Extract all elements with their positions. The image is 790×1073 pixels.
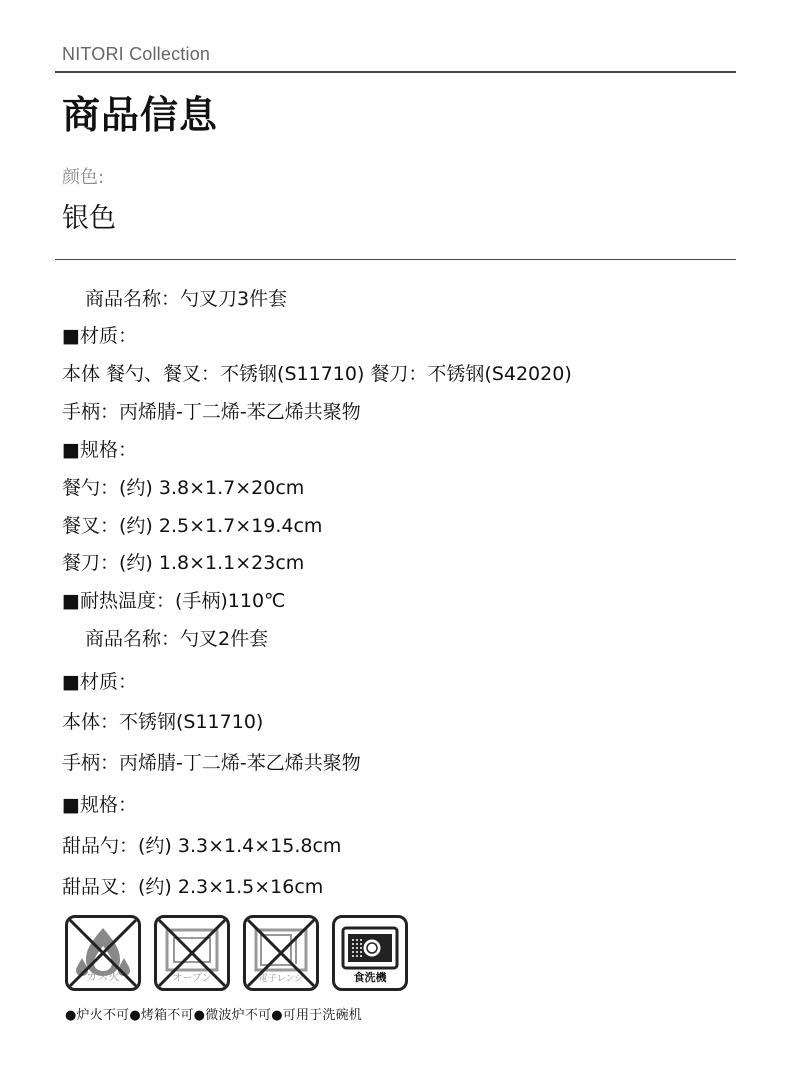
care-icons-caption: ●炉火不可●烤箱不可●微波炉不可●可用于洗碗机	[65, 1008, 362, 1023]
dishwasher-ok-icon	[332, 915, 408, 991]
size-heading-2: ■规格：	[62, 794, 137, 816]
material-heading: ■材质：	[62, 325, 137, 347]
dessert-spoon-size-line: 甜品勺：(约) 3.3×1.4×15.8cm	[62, 835, 342, 857]
microwave-prohibited-icon	[243, 915, 319, 991]
material-heading-2: ■材质：	[62, 671, 137, 693]
brand-name: NITORI Collection	[62, 44, 211, 64]
page-title: 商品信息	[62, 93, 219, 137]
size-heading: ■规格：	[62, 439, 137, 461]
gas-fire-prohibited-icon	[65, 915, 141, 991]
fork-size-line: 餐叉：(约) 2.5×1.7×19.4cm	[62, 515, 323, 537]
color-label: 颜色:	[62, 167, 105, 188]
top-divider	[55, 71, 736, 73]
body-material-line: 本体 餐勺、餐叉：不锈钢(S11710) 餐刀：不锈钢(S42020)	[62, 363, 572, 385]
body-material-line-2: 本体：不锈钢(S11710)	[62, 711, 264, 733]
color-value: 银色	[62, 203, 116, 234]
heat-resistance-line: ■耐热温度：(手柄)110℃	[62, 590, 286, 612]
svg-text:電子レンジ: 電子レンジ	[258, 974, 304, 984]
svg-text:ガス火: ガス火	[86, 970, 120, 983]
dessert-fork-size-line: 甜品叉：(约) 2.3×1.5×16cm	[62, 876, 324, 898]
knife-size-line: 餐刀：(约) 1.8×1.1×23cm	[62, 552, 305, 574]
product-name-line: 商品名称：勺叉刀3件套	[85, 288, 288, 310]
spoon-size-line: 餐勺：(约) 3.8×1.7×20cm	[62, 477, 305, 499]
care-icons	[65, 915, 415, 999]
product-name-line-2: 商品名称：勺叉2件套	[85, 628, 269, 650]
handle-material-line-2: 手柄：丙烯腈-丁二烯-苯乙烯共聚物	[62, 752, 361, 774]
svg-text:オーブン: オーブン	[172, 973, 212, 984]
handle-material-line: 手柄：丙烯腈-丁二烯-苯乙烯共聚物	[62, 401, 361, 423]
oven-prohibited-icon	[154, 915, 230, 991]
svg-text:食洗機: 食洗機	[353, 971, 387, 984]
section-divider	[55, 259, 736, 260]
